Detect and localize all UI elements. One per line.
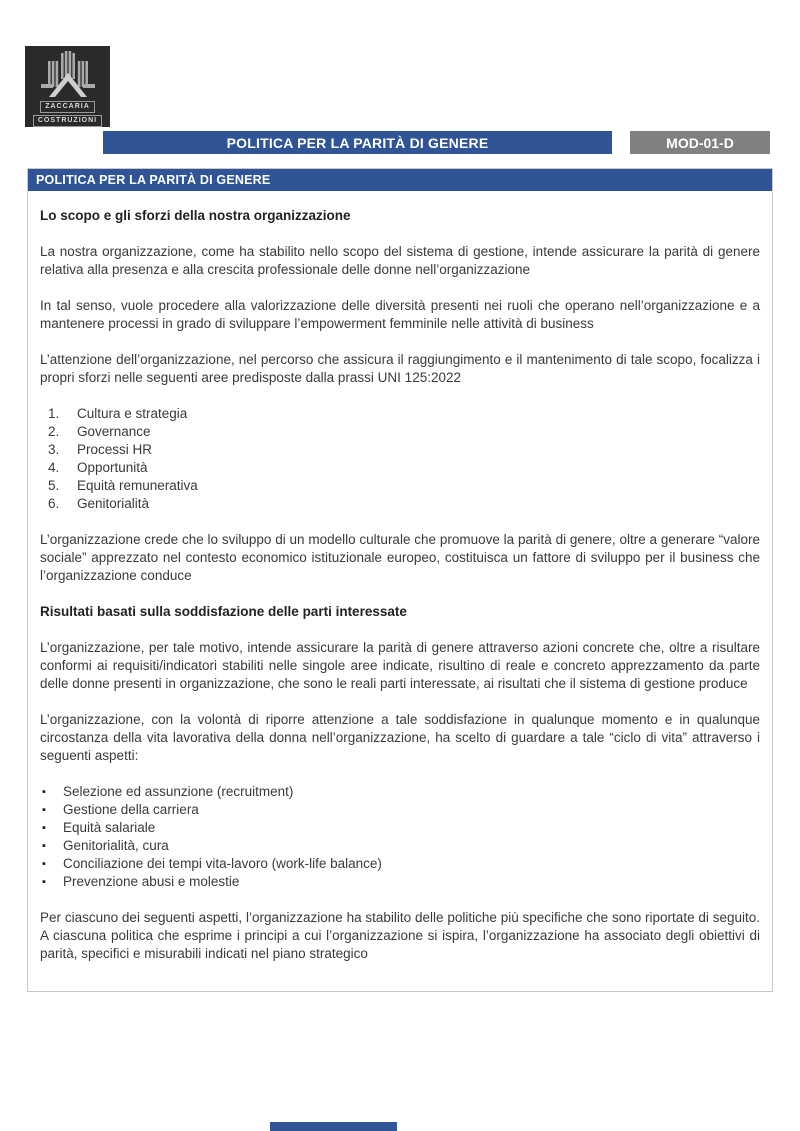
list-item: ▪ Gestione della carriera [42, 801, 760, 819]
list-item: ▪ Prevenzione abusi e molestie [42, 873, 760, 891]
paragraph: L’organizzazione, con la volontà di riporre attenzione a tale soddisfazione in qualunque momento e in qualunque circostanza della vita lavorativa della donna nell’organizzazione, ha scelto di guardare a tale “ciclo di vita” attraverso i seguenti aspetti: [40, 712, 760, 763]
list-item: 4. Opportunità [63, 459, 760, 477]
logo-company-subtitle: COSTRUZIONI [33, 115, 102, 127]
uni-areas-list [40, 405, 760, 513]
list-item: 2. Governance [63, 423, 760, 441]
paragraph: La nostra organizzazione, come ha stabilito nello scopo del sistema di gestione, intende assicurare la parità di genere relativa alla presenza e alla crescita professionale delle donne nell’organizzazione [40, 244, 760, 277]
section-heading-results: Risultati basati sulla soddisfazione delle parti interessate [40, 604, 407, 619]
section-heading-scope: Lo scopo e gli sforzi della nostra organizzazione [40, 208, 351, 223]
paragraph: In tal senso, vuole procedere alla valorizzazione delle diversità presenti nei ruoli che operano nell’organizzazione e a mantenere processi in grado di sviluppare l’empowerment femminile nelle attività di business [40, 298, 760, 331]
next-page-header-strip [270, 1122, 397, 1131]
logo-company-name: ZACCARIA [40, 101, 95, 113]
paragraph: L’attenzione dell’organizzazione, nel percorso che assicura il raggiungimento e il mantenimento di tale scopo, focalizza i propri sforzi nelle seguenti aree predisposte dalla prassi UNI 125:2022 [40, 352, 760, 385]
paragraph: L’organizzazione, per tale motivo, intende assicurare la parità di genere attraverso azioni concrete che, oltre a risultare conformi ai requisiti/indicatori stabiliti nelle singole aree indicate, risultino di reale e concreto apprezzamento da parte delle donne presenti in organizzazione, che sono le reali parti interessate, ai risultati che il sistema di gestione produce [40, 640, 760, 691]
document-title-bar: POLITICA PER LA PARITÀ DI GENERE [28, 169, 772, 191]
company-logo [25, 46, 110, 127]
document-code-badge: MOD-01-D [630, 131, 770, 154]
list-item: ▪ Genitorialità, cura [42, 837, 760, 855]
policy-document-box [27, 168, 773, 992]
list-item: 1. Cultura e strategia [63, 405, 760, 423]
list-item: ▪ Selezione ed assunzione (recruitment) [42, 783, 760, 801]
list-item: 3. Processi HR [63, 441, 760, 459]
building-towers-icon [35, 51, 101, 99]
list-item: ▪ Equità salariale [42, 819, 760, 837]
list-item: 6. Genitorialità [63, 495, 760, 513]
paragraph: L’organizzazione crede che lo sviluppo di un modello culturale che promuove la parità di genere, oltre a generare “valore sociale” apprezzato nel contesto economico istituzionale europeo, costituisca un fattore di sviluppo per il business che l’organizzazione conduce [40, 532, 760, 583]
paragraph: Per ciascuno dei seguenti aspetti, l’organizzazione ha stabilito delle politiche più specifiche che sono riportate di seguito. A ciascuna politica che esprime i principi a cui l’organizzazione si ispira, l’organizzazione ha associato degli obiettivi di parità, specifici e misurabili indicati nel piano strategico [40, 910, 760, 961]
list-item: 5. Equità remunerativa [63, 477, 760, 495]
page-header-title: POLITICA PER LA PARITÀ DI GENERE [103, 131, 612, 154]
list-item: ▪ Conciliazione dei tempi vita-lavoro (work-life balance) [42, 855, 760, 873]
document-body [28, 191, 772, 963]
life-cycle-aspects-list [40, 783, 760, 891]
